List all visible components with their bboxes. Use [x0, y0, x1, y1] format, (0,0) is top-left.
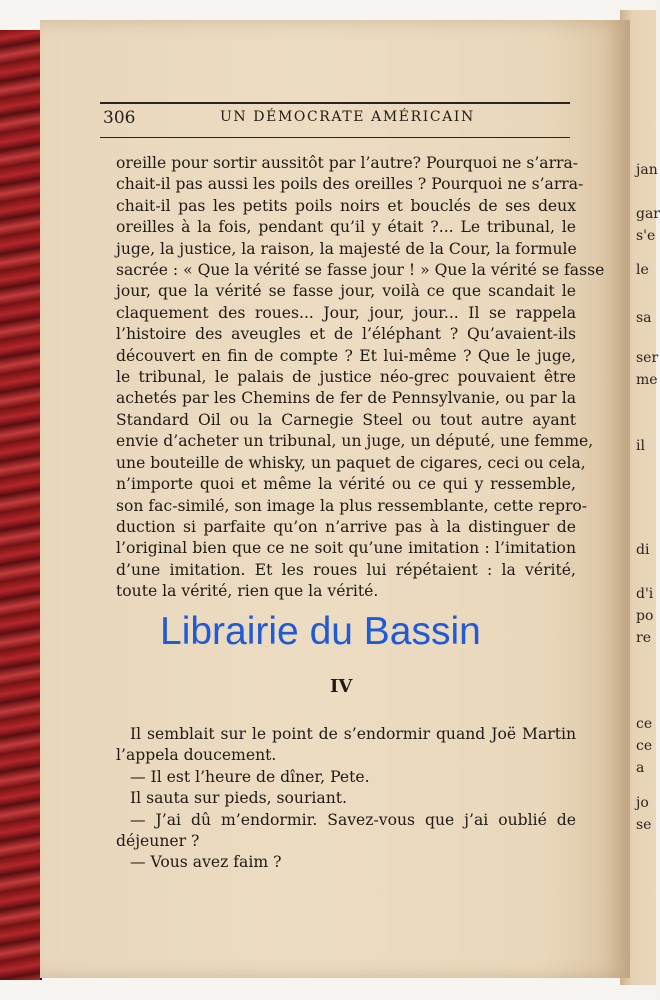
- paragraph-line: claquement des roues... Jour, jour, jour... Il se rappela: [116, 303, 576, 322]
- header-rule-top: [100, 102, 570, 104]
- facing-fragment: le: [636, 262, 649, 278]
- paragraph-line: découvert en fin de compte ? Et lui-même ? Que le juge,: [116, 346, 576, 365]
- dialogue-line: l’appela doucement.: [116, 746, 277, 765]
- paragraph-line: jour, que la vérité se fasse jour, voilà ce que scandait le: [116, 282, 576, 301]
- page-number: 306: [103, 108, 136, 128]
- header-rule-bottom: [100, 137, 570, 138]
- dialogue-section: [116, 724, 576, 874]
- paragraph-line: son fac-similé, son image la plus ressemblante, cette repro-: [116, 496, 588, 515]
- marbled-binding-edge: [0, 30, 42, 980]
- dialogue-line: Il sauta sur pieds, souriant.: [130, 789, 347, 808]
- dialogue-line: — J’ai dû m’endormir. Savez-vous que j’ai oublié de: [130, 810, 576, 829]
- paragraph-line: Standard Oil ou la Carnegie Steel ou tout autre ayant: [116, 410, 576, 429]
- paragraph-line: achetés par les Chemins de fer de Pennsylvanie, ou par la: [116, 389, 576, 408]
- facing-fragment: jo: [636, 795, 649, 811]
- facing-fragment: il: [636, 438, 645, 454]
- paragraph-line: l’original bien que ce ne soit qu’une imitation : l’imitation: [116, 539, 576, 558]
- paragraph-line: duction si parfaite qu’on n’arrive pas à la distinguer de: [116, 517, 576, 536]
- facing-fragment: d'i: [636, 586, 654, 602]
- paragraph-line: l’histoire des aveugles et de l’éléphant ? Qu’avaient-ils: [116, 325, 576, 344]
- facing-fragment: ce: [636, 738, 653, 754]
- paragraph-line: chait-il pas les petits poils noirs et bouclés de ses deux: [116, 196, 576, 215]
- paragraph-line: oreille pour sortir aussitôt par l’autre? Pourquoi ne s’arra-: [116, 154, 579, 172]
- paragraph-line: juge, la justice, la raison, la majesté de la Cour, la formule: [116, 239, 577, 258]
- bookseller-watermark: Librairie du Bassin: [160, 610, 481, 653]
- paragraph-line: d’une imitation. Et les roues lui répétaient : la vérité,: [116, 560, 576, 579]
- paragraph-line: oreilles à la fois, pendant qu’il y était ?... Le tribunal, le: [116, 218, 576, 237]
- running-head: UN DÉMOCRATE AMÉRICAIN: [220, 109, 475, 125]
- facing-fragment: ce: [636, 716, 653, 732]
- facing-fragment: di: [636, 542, 650, 558]
- dialogue-line: déjeuner ?: [116, 832, 200, 851]
- facing-fragment: me: [636, 372, 658, 388]
- facing-fragment: po: [636, 608, 654, 624]
- paragraph-line: envie d’acheter un tribunal, un juge, un député, une femme,: [116, 432, 594, 451]
- facing-fragment: gar: [636, 206, 660, 222]
- dialogue-line: — Il est l’heure de dîner, Pete.: [130, 767, 370, 786]
- section-heading: IV: [330, 676, 353, 697]
- facing-fragment: s'e: [636, 228, 656, 244]
- paragraph-line: sacrée : « Que la vérité se fasse jour ! » Que la vérité se fasse: [116, 261, 605, 280]
- paragraph-line: une bouteille de whisky, un paquet de cigares, ceci ou cela,: [116, 453, 586, 472]
- paragraph-line: n’importe quoi et même la vérité ou ce qui y ressemble,: [116, 475, 576, 494]
- paragraph-line: toute la vérité, rien que la vérité.: [116, 582, 379, 601]
- paragraph-line: le tribunal, le palais de justice néo-grec pouvaient être: [116, 368, 576, 387]
- facing-fragment: se: [636, 817, 652, 833]
- dialogue-line: — Vous avez faim ?: [130, 853, 282, 872]
- facing-fragment: jan: [636, 162, 658, 178]
- facing-fragment: ser: [636, 350, 659, 366]
- dialogue-line: Il semblait sur le point de s’endormir quand Joë Martin: [130, 725, 576, 743]
- facing-fragment: re: [636, 630, 651, 646]
- paragraph-line: chait-il pas aussi les poils des oreilles ? Pourquoi ne s’arra-: [116, 175, 584, 194]
- main-paragraph: [116, 153, 605, 603]
- facing-fragment: a: [636, 760, 645, 776]
- facing-fragment: sa: [636, 310, 652, 326]
